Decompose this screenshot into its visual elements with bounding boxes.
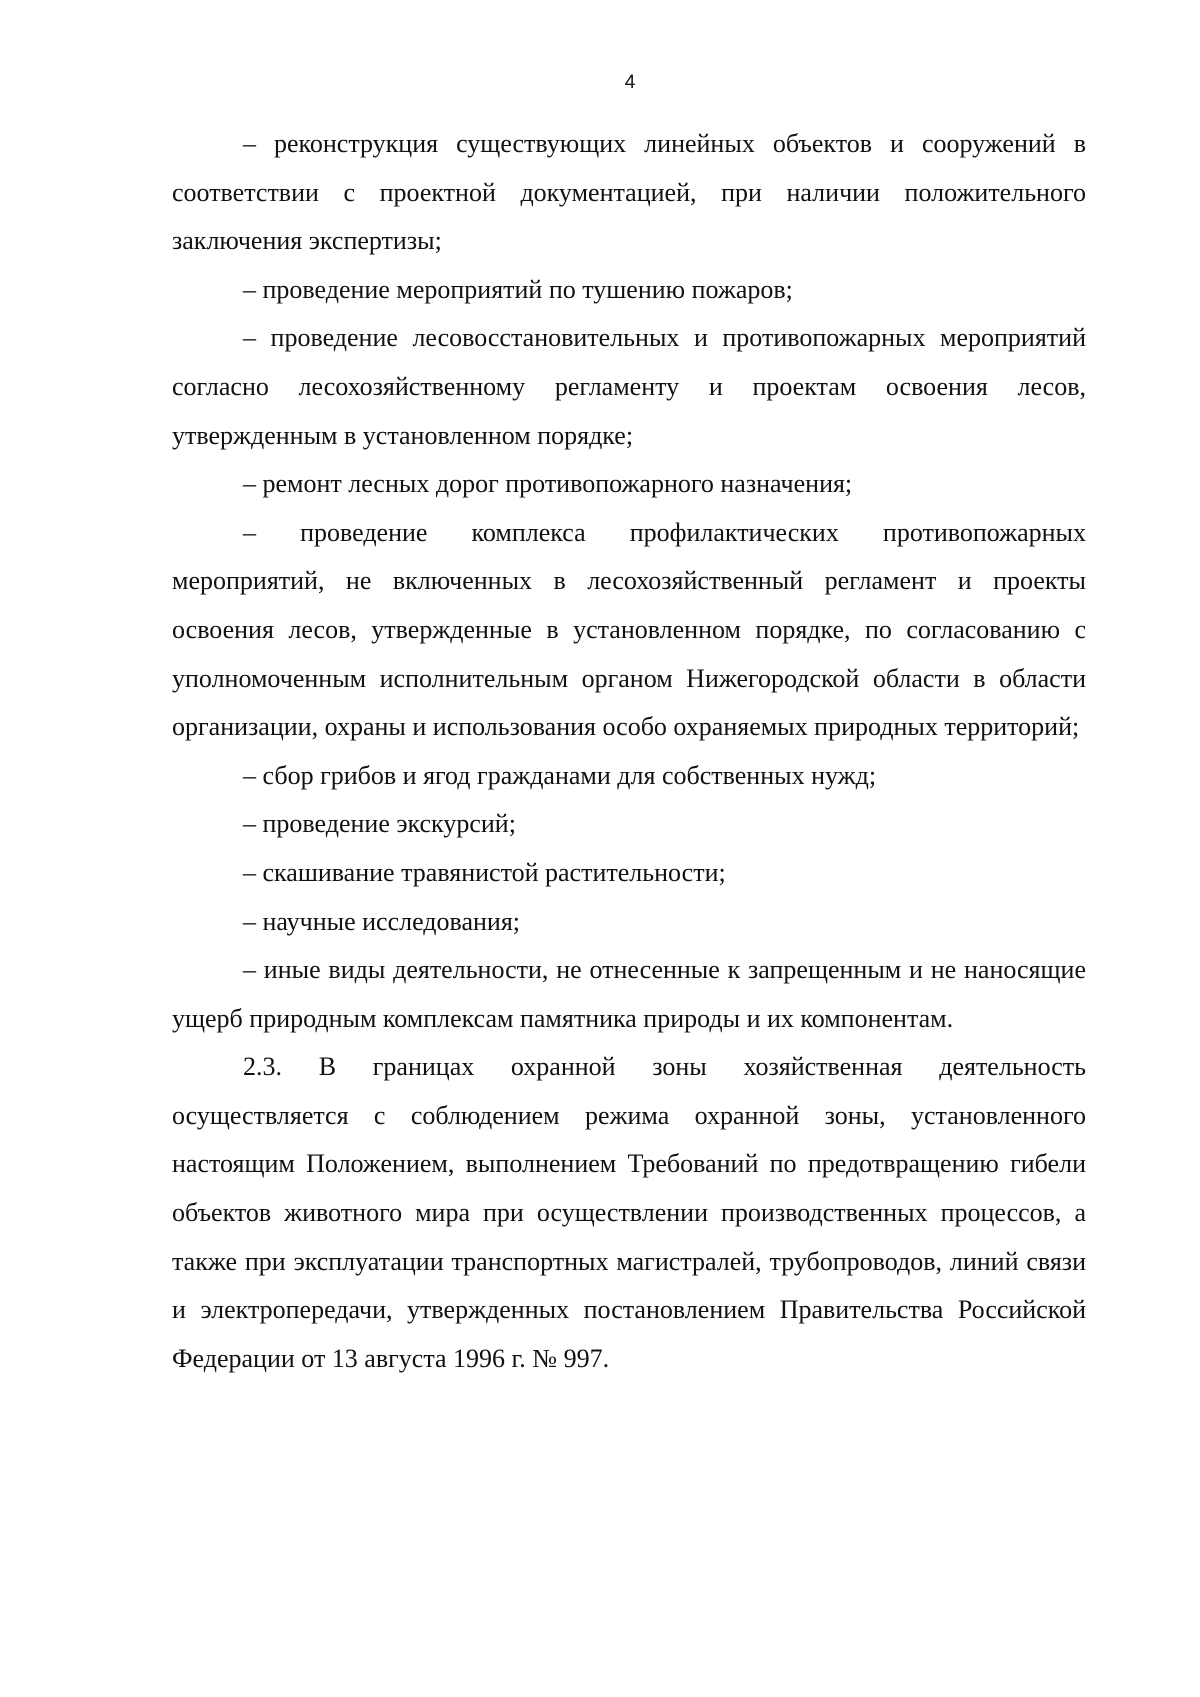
list-item: – реконструкция существующих линейных объектов и сооружений в соответствии с проектной документацией, при наличии положительного заключения экспертизы; bbox=[172, 129, 1086, 256]
list-item: – сбор грибов и ягод гражданами для собственных нужд; bbox=[243, 760, 877, 790]
list-item: – ремонт лесных дорог противопожарного назначения; bbox=[243, 469, 853, 499]
page-number: 4 bbox=[624, 72, 636, 93]
list-item: – проведение мероприятий по тушению пожаров; bbox=[243, 274, 793, 304]
list-item: – проведение экскурсий; bbox=[243, 809, 516, 839]
list-item: – скашивание травянистой растительности; bbox=[243, 857, 726, 887]
section-paragraph: 2.3. В границах охранной зоны хозяйственная деятельность осуществляется с соблюдением режима охранной зоны, установленного настоящим Положением, выполнением Требований по предотвращению гибели объектов животного мира при осуществлении производственных процессов, а также при эксплуатации транспортных магистралей, трубопроводов, линий связи и электропередачи, утвержденных постановлением Правительства Российской Федерации от 13 августа 1996 г. № 997. bbox=[172, 1052, 1086, 1373]
list-item: – проведение комплекса профилактических противопожарных мероприятий, не включенных в лесохозяйственный регламент и проекты освоения лесов, утвержденные в установленном порядке, по согласованию с уполномоченным исполнительным органом Нижегородской области в области организации, охраны и использования особо охраняемых природных территорий; bbox=[172, 517, 1086, 742]
list-item: – проведение лесовосстановительных и противопожарных мероприятий согласно лесохозяйственному регламенту и проектам освоения лесов, утвержденным в установленном порядке; bbox=[172, 323, 1086, 450]
list-item: – иные виды деятельности, не отнесенные к запрещенным и не наносящие ущерб природным комплексам памятника природы и их компонентам. bbox=[172, 955, 1086, 1033]
document-body bbox=[172, 120, 1086, 1383]
list-item: – научные исследования; bbox=[243, 906, 521, 936]
